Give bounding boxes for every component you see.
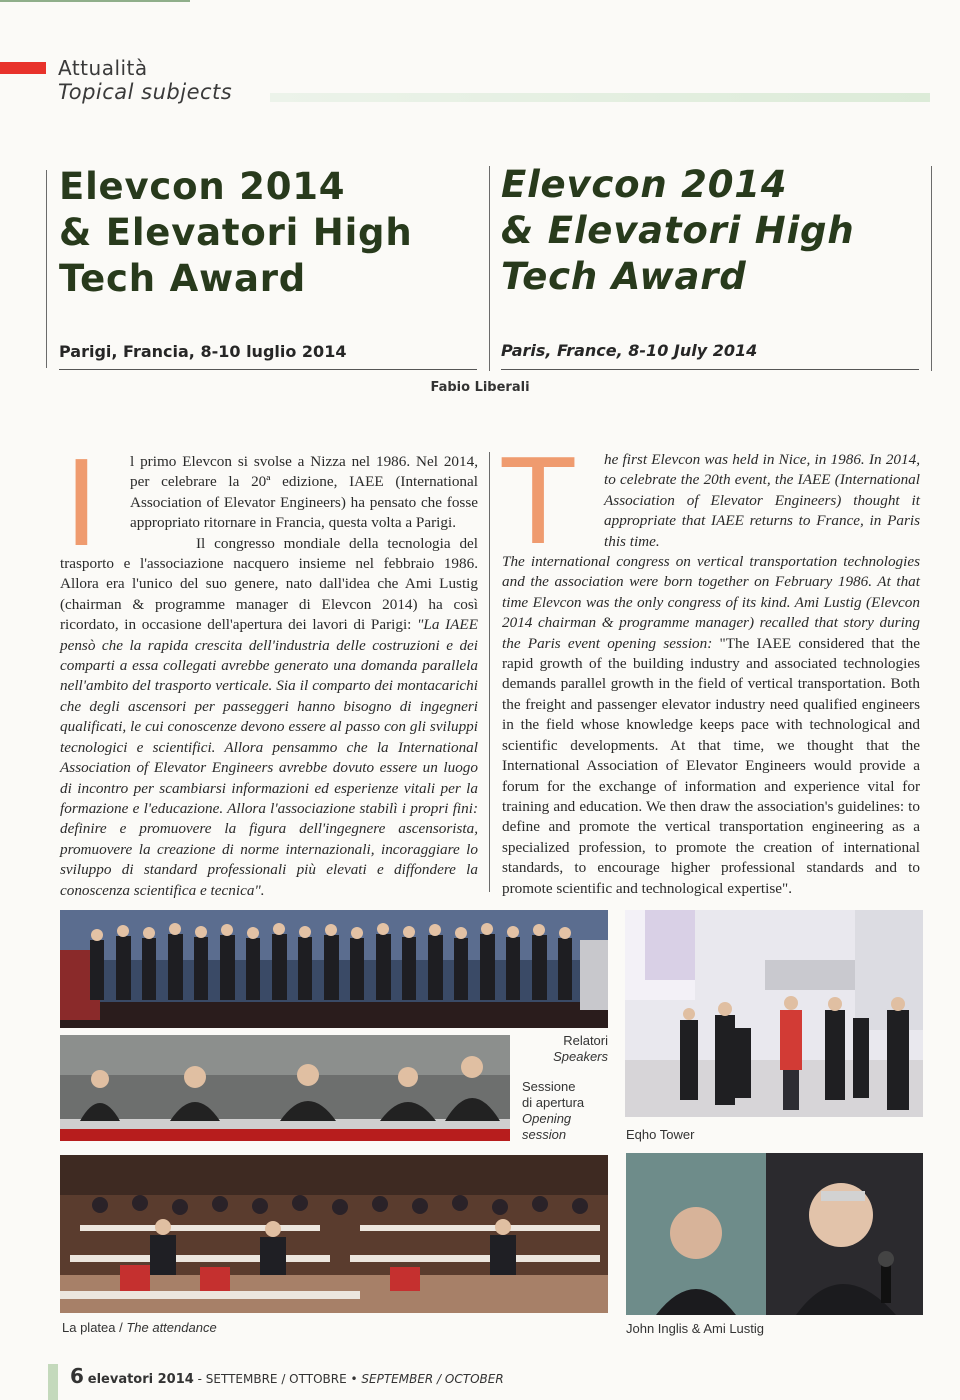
title-en-line-3: Tech Award xyxy=(501,255,747,298)
caption-speakers-en: Speakers xyxy=(553,1049,608,1064)
body-it xyxy=(60,435,478,901)
issue-en: SEPTEMBER / OCTOBER xyxy=(361,1372,504,1386)
author: Fabio Liberali xyxy=(430,380,530,395)
caption-opening-it-2: di apertura xyxy=(522,1095,585,1110)
subtitle-en: Paris, France, 8-10 July 2014 xyxy=(501,341,758,360)
caption-opening-it-1: Sessione xyxy=(522,1079,576,1094)
footer xyxy=(70,1364,504,1388)
caption-attendance-it: La platea / xyxy=(62,1320,127,1335)
title-it-line-2: & Elevatori High xyxy=(59,211,413,254)
caption-attendance-en: The attendance xyxy=(126,1320,217,1335)
body-it-text: Il congresso mondiale della tecnologia del trasporto e l'associazione nacquero insieme nel febbraio 1986. Allora era l'unico del suo genere, nato dall'idea che Ami Lustig (chairman & programme manager di Elevcon 2014) ha così ricordato, in occasione dell'apertura dei lavori di Parigi: xyxy=(60,534,478,634)
title-en xyxy=(501,162,854,300)
section-label: Attualità xyxy=(58,56,148,80)
quote-it: "La IAEE pensò che la rapida crescita dell'industria delle costruzioni e dei comparti a essa collegati avrebbe generato una domanda parallela nell'ambito del trasporto verticale. Sia il comparto dei montacarichi che degli ascensori per passeggeri hanno bisogno di ingegneri qualificati, le cui conoscenze devono essere al passo con gli sviluppi tecnologici e scientifici. Allora pensammo che la International Association of Elevator Engineers avrebbe dovuto essere un luogo di incontro per scambiarsi informazioni ed esperienze vitali per la formazione e l'educazione. Allora l'associazione stabilì i propri fini: definire e promuovere la figura dell'ingegnere ascensorista, promuovere la creazione di norme internazionali, incoraggiare lo sviluppo di standard professionali più elevati e diffondere la conoscenza scientifica e tecnica". xyxy=(60,616,478,899)
drop-cap-en: T xyxy=(502,433,575,571)
magazine-name: elevatori 2014 xyxy=(87,1372,194,1387)
right-title-rule xyxy=(931,166,932,371)
footer-marker xyxy=(48,1364,58,1400)
caption-opening-en-2: session xyxy=(522,1127,567,1142)
title-it-line-1: Elevcon 2014 xyxy=(59,165,346,208)
header-rule xyxy=(270,93,930,102)
subtitle-en-rule xyxy=(501,369,919,370)
photo-eqho-tower xyxy=(625,910,923,1117)
section-marker xyxy=(0,62,46,74)
subtitle-it: Parigi, Francia, 8-10 luglio 2014 xyxy=(59,342,347,361)
photo-speakers xyxy=(60,910,608,1028)
body-en xyxy=(502,433,920,899)
center-title-rule xyxy=(489,166,490,371)
title-en-line-1: Elevcon 2014 xyxy=(501,163,788,206)
title-en-line-2: & Elevatori High xyxy=(501,209,855,252)
top-rule xyxy=(0,0,190,2)
lead-en: he first Elevcon was held in Nice, in 1986. In 2014, to celebrate the 20th event, the IAEE (International Association of Elevator Engineers) thought it appropriate that IAEE returns to France, in Paris this time. xyxy=(604,451,920,550)
caption-speakers xyxy=(540,1033,608,1065)
photo-inglis-lustig xyxy=(626,1153,923,1315)
caption-inglis-lustig: John Inglis & Ami Lustig xyxy=(626,1321,765,1336)
caption-attendance xyxy=(62,1320,217,1336)
caption-opening-session xyxy=(522,1079,584,1143)
body-en-text: The international congress on vertical transportation technologies and the association were born together on February 1986. At that time Elevcon was the only congress of its kind. Ami Lustig (Elevcon 2014 chairman & programme manager) recalled that story during the Paris event opening session: xyxy=(502,553,920,652)
page-number: 6 xyxy=(70,1364,84,1388)
lead-it: l primo Elevcon si svolse a Nizza nel 1986. Nel 2014, per celebrare la 20ª edizione, IAEE (International Association of Elevator Engineers) ha pensato che fosse appropriato ritornare in Francia, questa volta a Parigi. xyxy=(130,453,478,532)
quote-en: "The IAEE considered that the rapid growth of the building industry and associated technologies demands parallel growth in the field of vertical transportation. Both the freight and passenger elevator industry need qualified engineers in the field whose knowledge keeps pace with technological and scientific developments. At that time, we thought that the International Association of Elevator Engineers would provide a forum for the exchange of information and experience vital for training and education. We then draw the association's guidelines: to define and promote the vertical transportation engineering as a specialized profession, to promote the creation of international standards, to encourage higher professional standards and to promote scientific and technological expertise". xyxy=(502,634,920,897)
left-title-rule xyxy=(46,170,47,368)
photo-attendance xyxy=(60,1155,608,1313)
drop-cap-it: I xyxy=(64,435,99,573)
issue-it: - SETTEMBRE / OTTOBRE • xyxy=(193,1372,362,1386)
photo-opening-session xyxy=(60,1035,510,1141)
caption-speakers-it: Relatori xyxy=(563,1033,608,1048)
caption-eqho-tower: Eqho Tower xyxy=(626,1127,695,1142)
title-it-line-3: Tech Award xyxy=(59,257,307,300)
center-column-rule xyxy=(489,452,490,892)
section-sublabel: Topical subjects xyxy=(58,80,233,104)
subtitle-it-rule xyxy=(59,369,477,370)
title-it xyxy=(59,164,412,302)
caption-opening-en-1: Opening xyxy=(522,1111,572,1126)
